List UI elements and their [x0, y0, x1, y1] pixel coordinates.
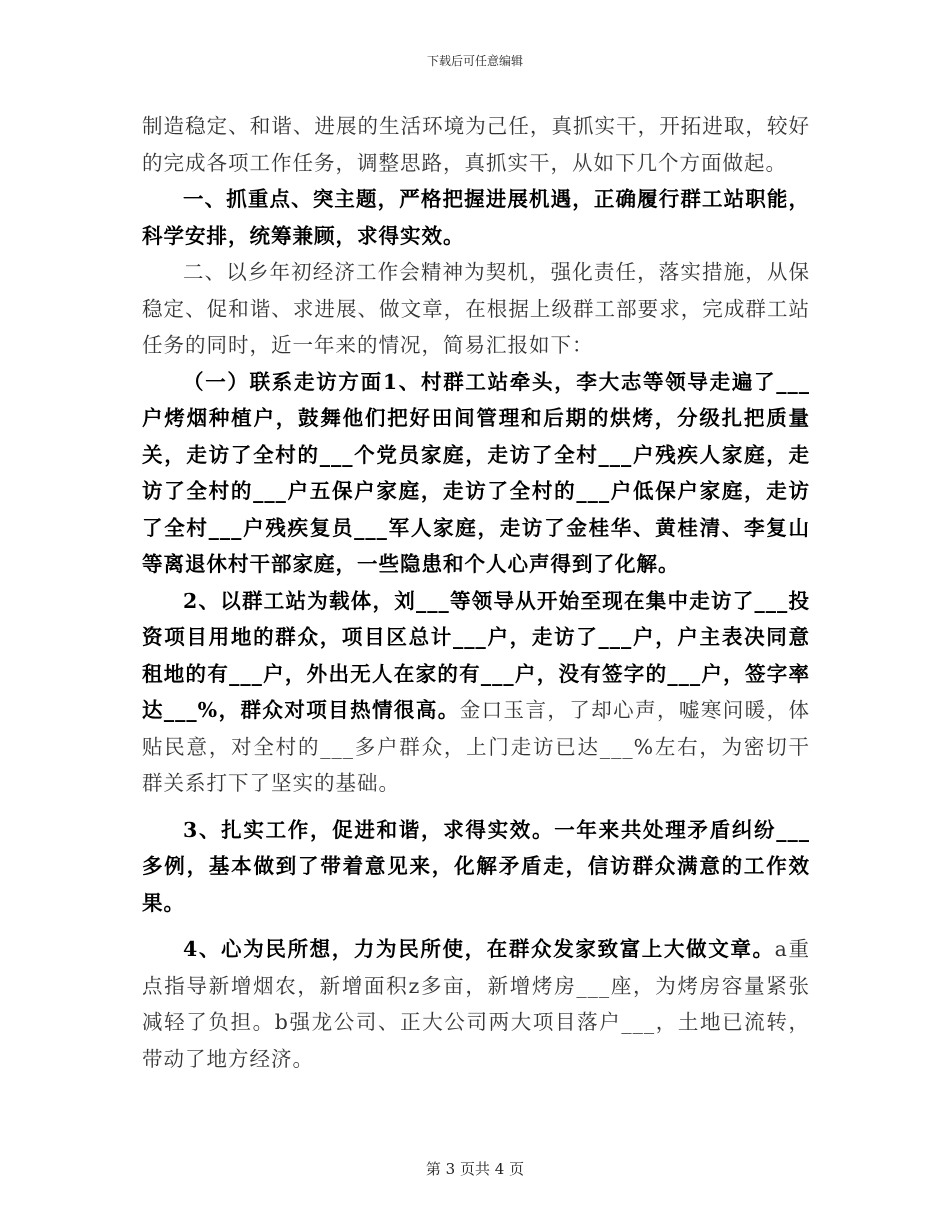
paragraph-continuation: 制造稳定、和谐、进展的生活环境为己任，真抓实干，开拓进取，较好的完成各项工作任务，调整思路，真抓实干，从如下几个方面做起。	[142, 114, 810, 175]
paragraph-visits-2-normal: 金口玉言，了却心声，嘘寒问暖，体贴民意，对全村的___多户群众，上门走访已达___%左右，为密切干群关系打下了坚实的基础。	[142, 698, 811, 795]
paragraph-prosperity-normal: a重点指导新增烟农，新增面积z多亩，新增烤房___座，为烤房容量紧张减轻了负担。b强龙公司、正大公司两大项目落户___，土地已流转，带动了地方经济。	[142, 937, 810, 1071]
paragraph-section-1: 一、抓重点、突主题，严格把握进展机遇，正确履行群工站职能，科学安排，统筹兼顾，求得实效。	[142, 187, 810, 248]
document-body	[142, 108, 810, 1077]
paragraph-section-2: 二、以乡年初经济工作会精神为契机，强化责任，落实措施，从保稳定、促和谐、求进展、做文章，在根据上级群工部要求，完成群工站任务的同时，近一年来的情况，简易汇报如下：	[142, 260, 810, 357]
page-footer: 第 3 页共 4 页	[425, 1160, 525, 1178]
paragraph-visits-2	[142, 583, 810, 802]
page-header: 下载后可任意编辑	[426, 54, 523, 68]
paragraph-visits-1: （一）联系走访方面1、村群工站牵头，李大志等领导走遍了___户烤烟种植户，鼓舞他们把好田间管理和后期的烘烤，分级扎把质量关，走访了全村的___个党员家庭，走访了全村___户残疾人家庭，走访了全村的___户五保户家庭，走访了全村的___户低保户家庭，走访了全村___户残疾复员___军人家庭，走访了金桂华、黄桂清、李复山等离退休村干部家庭，一些隐患和个人心声得到了化解。	[142, 369, 810, 576]
paragraph-prosperity	[142, 931, 810, 1077]
paragraph-prosperity-bold: 4、心为民所想，力为民所使，在群众发家致富上大做文章。	[183, 937, 775, 961]
paragraph-harmony: 3、扎实工作，促进和谐，求得实效。一年来共处理矛盾纠纷___多例，基本做到了带着意见来，化解矛盾走，信访群众满意的工作效果。	[142, 817, 810, 915]
paragraph-visits-2-bold: 2、以群工站为载体，刘___等领导从开始至现在集中走访了___投资项目用地的群众，项目区总计___户，走访了___户，户主表决同意租地的有___户，外出无人在家的有___户，没有签字的___户，签字率达___%，群众对项目热情很高。	[142, 588, 810, 722]
